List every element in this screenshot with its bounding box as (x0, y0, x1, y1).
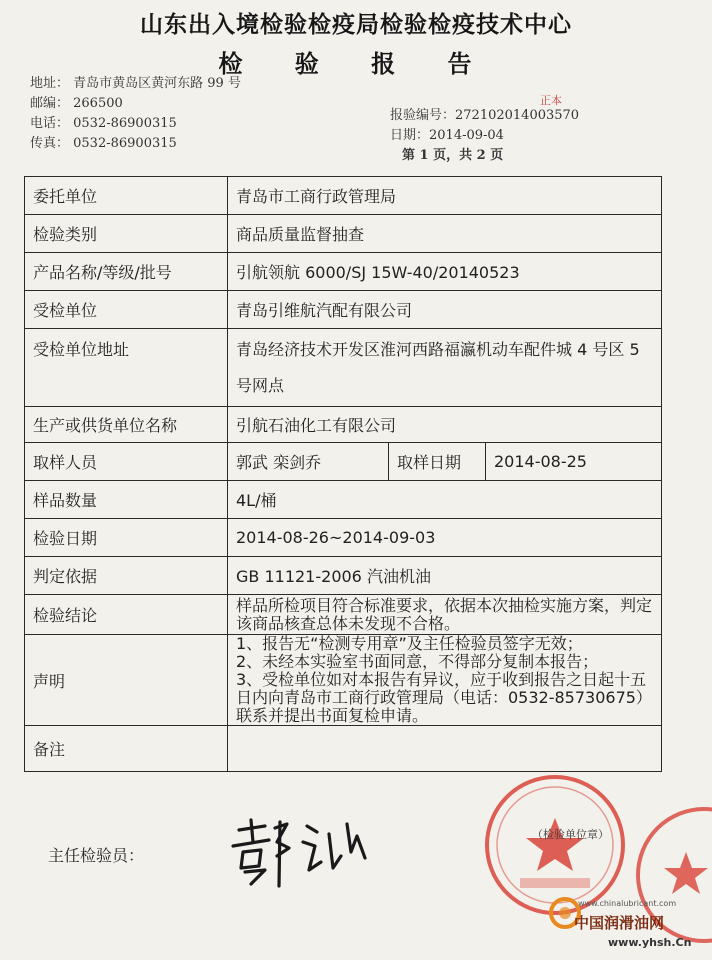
copy-mark: 正本 (540, 94, 562, 107)
producer-label: 生产或供货单位名称 (25, 407, 228, 443)
watermark-name: 中国润滑油网 (574, 914, 665, 932)
inspected-label: 受检单位 (25, 291, 228, 329)
handwritten-signature (225, 812, 375, 892)
report-meta (390, 106, 579, 166)
chief-inspector-label: 主任检验员： (48, 846, 145, 865)
conclusion-value: 样品所检项目符合标准要求，依据本次抽检实施方案，判定该商品核查总体未发现不合格。 (228, 595, 662, 635)
statement-item: 1、报告无“检测专用章”及主任检验员签字无效； (236, 634, 583, 653)
table-row (25, 329, 662, 407)
statement-item: 3、受检单位如对本报告有异议，应于收到报告之日起十五日内向青岛市工商行政管理局（电话：0532-85730675）联系并提出书面复检申请。 (236, 670, 652, 725)
statement-label: 声明 (25, 635, 228, 726)
statement-value (228, 635, 662, 726)
table-row (25, 635, 662, 726)
basis-value: GB 11121-2006 汽油机油 (228, 557, 662, 595)
institution-title: 山东出入境检验检疫局检验检疫技术中心 (140, 12, 572, 38)
table-row (25, 481, 662, 519)
conclusion-label: 检验结论 (25, 595, 228, 635)
remarks-label: 备注 (25, 726, 228, 772)
remarks-value (228, 726, 662, 772)
client-label: 委托单位 (25, 177, 228, 215)
table-row (25, 443, 662, 481)
test-date-value: 2014-08-26~2014-09-03 (228, 519, 662, 557)
address-value: 青岛经济技术开发区淮河西路福瀛机动车配件城 4 号区 5 号网点 (228, 329, 662, 407)
seal-label: （检验单位章） (532, 828, 609, 841)
quantity-value: 4L/桶 (228, 481, 662, 519)
test-date-label: 检验日期 (25, 519, 228, 557)
phone-line: 电话： 0532-86900315 (30, 116, 177, 131)
client-value: 青岛市工商行政管理局 (228, 177, 662, 215)
table-row (25, 407, 662, 443)
table-row (25, 253, 662, 291)
statement-item: 2、未经本实验室书面同意，不得部分复制本报告； (236, 652, 599, 671)
product-label: 产品名称/等级/批号 (25, 253, 228, 291)
basis-label: 判定依据 (25, 557, 228, 595)
sample-date-label: 取样日期 (389, 443, 486, 481)
report-date: 日期：2014-09-04 (390, 128, 504, 143)
watermark-site: www.yhsh.Cn (608, 936, 692, 949)
sampler-value: 郭武 栾剑乔 (228, 443, 389, 481)
product-value: 引航领航 6000/SJ 15W-40/20140523 (228, 253, 662, 291)
sample-date-value: 2014-08-25 (486, 443, 662, 481)
table-row (25, 177, 662, 215)
table-row (25, 726, 662, 772)
fax-line: 传真： 0532-86900315 (30, 136, 177, 151)
address-label: 受检单位地址 (25, 329, 228, 407)
postcode-line: 邮编： 266500 (30, 96, 123, 111)
page-indicator: 第 1 页，共 2 页 (402, 148, 504, 163)
report-number: 报验编号：272102014003570 (390, 108, 580, 123)
type-label: 检验类别 (25, 215, 228, 253)
type-value: 商品质量监督抽查 (228, 215, 662, 253)
table-row (25, 557, 662, 595)
report-title: 检 验 报 告 (218, 50, 494, 78)
sampler-label: 取样人员 (25, 443, 228, 481)
producer-value: 引航石油化工有限公司 (228, 407, 662, 443)
inspected-value: 青岛引维航汽配有限公司 (228, 291, 662, 329)
contact-block (30, 74, 241, 154)
quantity-label: 样品数量 (25, 481, 228, 519)
watermark-url: www.chinalubricant.com (578, 899, 677, 908)
table-row (25, 595, 662, 635)
table-row (25, 519, 662, 557)
table-row (25, 215, 662, 253)
report-table (24, 176, 662, 772)
address-line: 地址： 青岛市黄岛区黄河东路 99 号 (30, 76, 241, 91)
table-row (25, 291, 662, 329)
